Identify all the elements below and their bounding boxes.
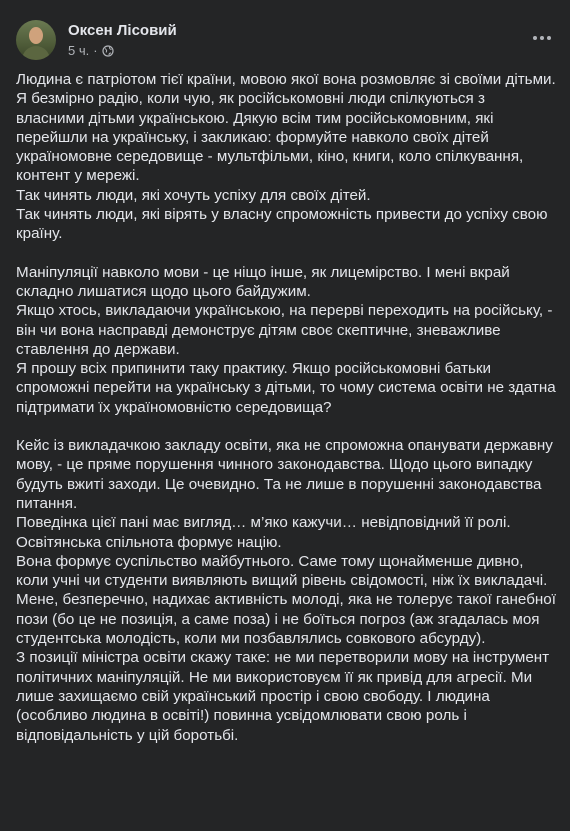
post-text-line: Я безмірно радію, коли чую, як російськомовні люди спілкуються з власними дітьми українською. Дякую всім тим російськомовним, які перейшли на українську, і закликаю: формуйте навколо своїх дітей україномовне середовище - мультфільми, кіно, книги, коло спілкування, контент у мережі. [16, 90, 524, 185]
post-text-line: Вона формує суспільство майбутнього. Саме тому щонайменше дивно, коли учні чи студенти виявляють вищий рівень свідомості, ніж їх викладачі. [16, 552, 548, 590]
post-text [16, 70, 556, 764]
globe-icon[interactable] [102, 45, 114, 57]
post-text-line: З позиції міністра освіти скажу таке: не ми перетворили мову на інструмент політичних маніпуляцій. Не ми використовуєм її як привід для агресії. Ми лише захищаємо свій український простір і свою свободу. І людина (особливо людина в освіті!) повинна усвідомлювати свою роль і відповідальність у цій боротьбі. [16, 649, 550, 744]
meta-separator: · [93, 43, 98, 58]
post-text-line: Людина є патріотом тієї країни, мовою якої вона розмовляє зі своїми дітьми. [16, 71, 556, 88]
more-horizontal-icon [533, 36, 551, 40]
post-paragraph [16, 70, 556, 244]
post-text-line: Так чинять люди, які вірять у власну спроможність привести до успіху свою країну. [16, 206, 548, 243]
post-header [16, 20, 558, 60]
author-name[interactable]: Оксен Лісовий [68, 22, 177, 39]
post-text-line: Освітянська спільнота формує націю. [16, 533, 282, 551]
post-text-line: Кейс із викладачкою закладу освіти, яка не спроможна опанувати державну мову, - це пряме порушення чинного законодавства. Щодо цього випадку будуть вжиті заходи. Це очевидно. Та не лише в порушенні законодавства питання. [16, 437, 553, 512]
post-paragraph [16, 436, 556, 745]
post-timestamp[interactable]: 5 ч. [68, 43, 90, 58]
post-paragraph [16, 263, 556, 417]
author-avatar[interactable] [16, 20, 56, 60]
more-options-button[interactable] [528, 24, 556, 52]
avatar-head [29, 27, 43, 44]
post-text-line: Маніпуляції навколо мови - це ніщо інше, як лицемірство. І мені вкрай складно лишатися щодо цього байдужим. [16, 263, 510, 300]
post-text-line: Мене, безперечно, надихає активність молоді, яка не толерує такої ганебної пози (бо це не позиція, а саме поза) і не боїться погроз (аж згадалась моя студентська молодість, коли ми позбавлялись совкового абсурду). [16, 591, 556, 648]
post-text-line: Я прошу всіх припинити таку практику. Якщо російськомовні батьки спроможні перейти на українську з дітьми, то чому система освіти не здатна підтримати їх україномовністю середовища? [16, 360, 556, 416]
post-text-line: Якщо хтось, викладаючи українською, на перерві переходить на російську, - він чи вона насправді демонструє дітям своє скептичне, зневажливе ставлення до держави. [16, 302, 553, 358]
avatar-shoulders [22, 46, 50, 60]
post-meta [68, 43, 114, 58]
post-text-line: Так чинять люди, які хочуть успіху для своїх дітей. [16, 186, 371, 204]
post-text-line: Поведінка цієї пані має вигляд… м’яко кажучи… невідповідний її ролі. [16, 514, 511, 532]
